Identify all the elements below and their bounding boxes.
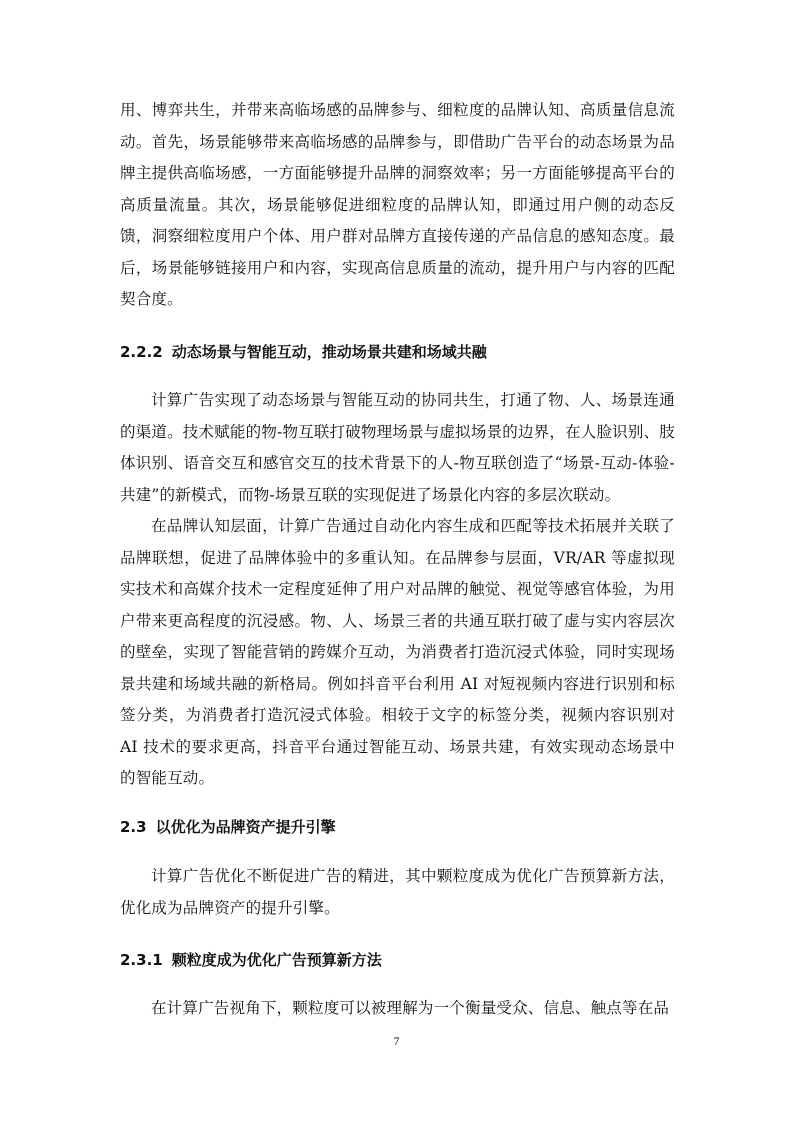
paragraph-optimization: 计算广告优化不断促进广告的精进，其中颗粒度成为优化广告预算新方法，优化成为品牌资产的提升引擎。 [120,867,675,917]
paragraph-scene-benefits: 用、博弈共生，并带来高临场感的品牌参与、细粒度的品牌认知、高质量信息流动。首先，场景能够带来高临场感的品牌参与，即借助广告平台的动态场景为品牌主提供高临场感，一方面能够提升品牌的洞察效率；另一方面能够提高平台的高质量流量。其次，场景能够促进细粒度的品牌认知，即通过用户侧的动态反馈，洞察细粒度用户个体、用户群对品牌方直接传递的产品信息的感知态度。最后，场景能够链接用户和内容，实现高信息质量的流动，提升用户与内容的匹配契合度。 [120,101,675,308]
section-number: 2.3.1 [120,951,163,969]
section-title: 以优化为品牌资产提升引擎 [155,818,336,836]
section-heading-2-2-2 [120,341,675,363]
page-number: 7 [393,1034,400,1048]
paragraph-dynamic-scene: 计算广告实现了动态场景与智能互动的协同共生，打通了物、人、场景连通的渠道。技术赋能的物-物互联打破物理场景与虚拟场景的边界，在人脸识别、肢体识别、语音交互和感官交互的技术背景下的人-物互联创造了“场景-互动-体验-共建”的新模式，而物-场景互联的实现促进了场景化内容的多层次联动。 [120,391,675,504]
section-heading-2-3-1 [120,949,675,971]
section-heading-2-3 [120,816,675,838]
paragraph-brand-cognition: 在品牌认知层面，计算广告通过自动化内容生成和匹配等技术拓展并关联了品牌联想，促进了品牌体验中的多重认知。在品牌参与层面，VR/AR 等虚拟现实技术和高媒介技术一定程度延伸了用户对品牌的触觉、视觉等感官体验，为用户带来更高程度的沉浸感。物、人、场景三者的共通互联打破了虚与实内容层次的壁垒，实现了智能营销的跨媒介互动，为消费者打造沉浸式体验，同时实现场景共建和场域共融的新格局。例如抖音平台利用 AI 对短视频内容进行识别和标签分类，为消费者打造沉浸式体验。相较于文字的标签分类，视频内容识别对 AI 技术的要求更高，抖音平台通过智能互动、场景共建，有效实现动态场景中的智能互动。 [120,517,675,787]
section-number: 2.2.2 [120,343,163,361]
section-number: 2.3 [120,818,147,836]
section-title: 动态场景与智能互动，推动场景共建和场域共融 [171,343,487,361]
section-title: 颗粒度成为优化广告预算新方法 [171,951,382,969]
paragraph-granularity: 在计算广告视角下，颗粒度可以被理解为一个衡量受众、信息、触点等在品 [151,999,670,1017]
